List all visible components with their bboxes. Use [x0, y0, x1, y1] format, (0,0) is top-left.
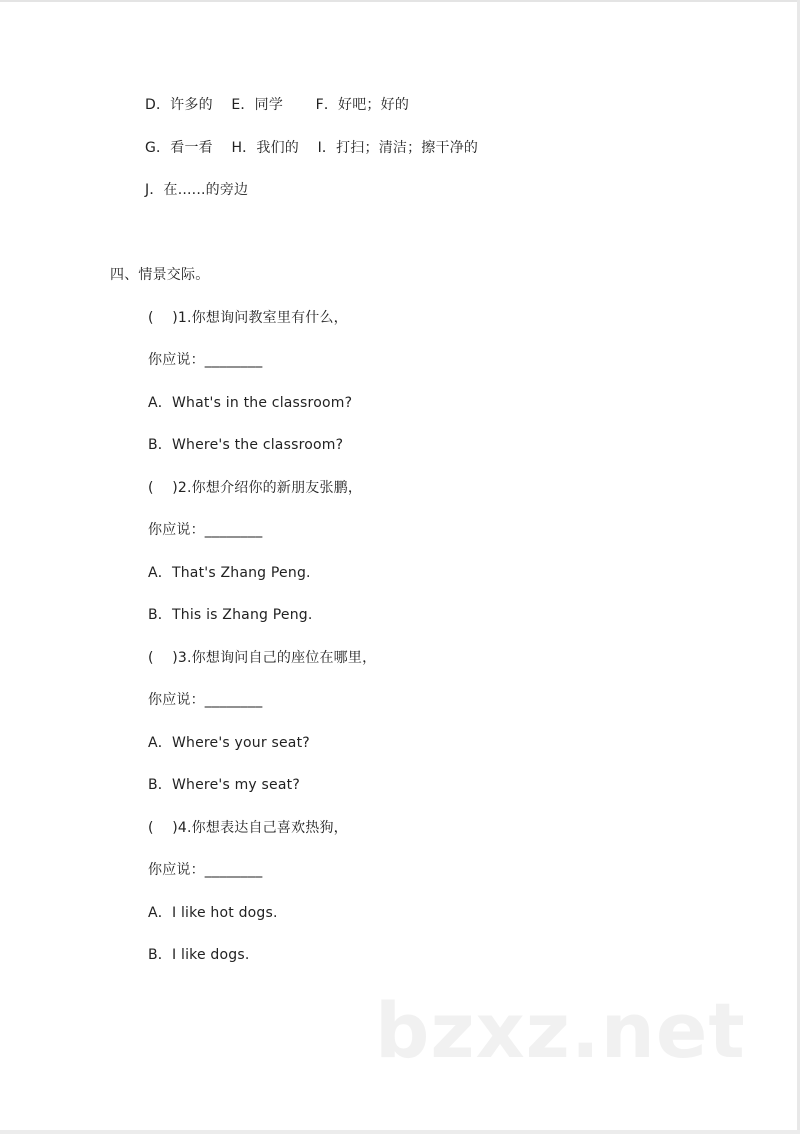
answer-prompt: 你应说：________ [148, 352, 263, 368]
question-stem: ( )4.你想表达自己喜欢热狗， [148, 820, 348, 836]
page-top-edge [0, 0, 800, 2]
option-a: A．What's in the classroom? [148, 395, 353, 411]
option-a: A．Where's your seat? [148, 735, 310, 751]
option-b: B．This is Zhang Peng. [148, 607, 313, 623]
option-b: B．Where's the classroom? [148, 437, 344, 453]
vocab-line: D．许多的 E．同学 F．好吧；好的 [145, 97, 410, 113]
option-a: A．I like hot dogs. [148, 905, 278, 921]
vocab-line: J．在......的旁边 [145, 182, 249, 198]
answer-prompt: 你应说：________ [148, 692, 263, 708]
question-stem: ( )1.你想询问教室里有什么， [148, 310, 348, 326]
answer-prompt: 你应说：________ [148, 862, 263, 878]
option-a: A．That's Zhang Peng. [148, 565, 311, 581]
watermark: bzxz.net [375, 986, 746, 1075]
vocab-line: G．看一看 H．我们的 I．打扫；清洁；擦干净的 [145, 140, 479, 156]
option-b: B．I like dogs. [148, 947, 250, 963]
section-title: 四、情景交际。 [110, 267, 210, 283]
question-stem: ( )3.你想询问自己的座位在哪里， [148, 650, 377, 666]
answer-prompt: 你应说：________ [148, 522, 263, 538]
option-b: B．Where's my seat? [148, 777, 300, 793]
page-bottom-edge [0, 1130, 800, 1134]
question-stem: ( )2.你想介绍你的新朋友张鹏， [148, 480, 363, 496]
